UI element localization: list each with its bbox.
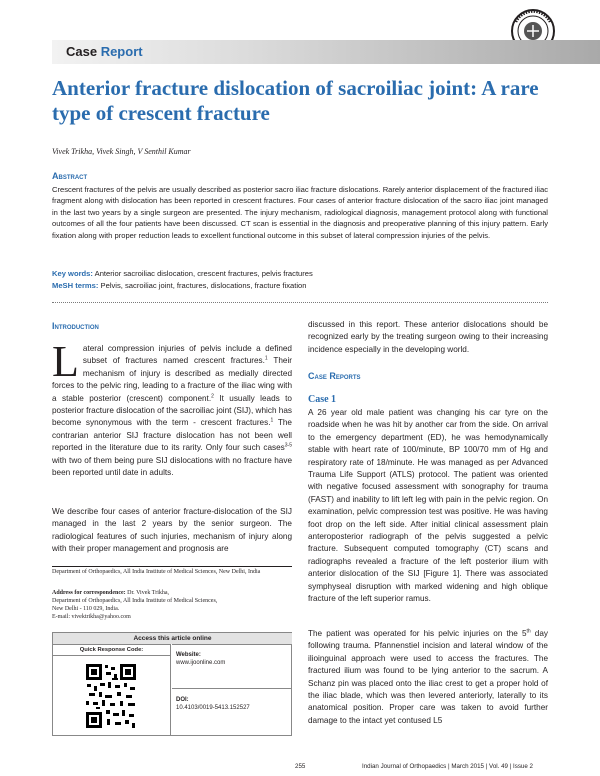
intro-continuation: discussed in this report. These anterior dislocations should be recognized early by the treating surgeon owing to their increasing incidence especially in the developing world. <box>308 320 548 354</box>
doi-link[interactable]: 10.4103/0019-5413.152527 <box>176 705 250 711</box>
case1-paragraph-1: A 26 year old male patient was changing his car tyre on the roadside when he was hit by another car from the side. On arrival to the emergency department (ED), he was hemodynamically stable with heart rate of 100/minute, BP 100/70 mm of Hg and respiratory rate of 18/minute. He was managed as per Advanced Trauma Life Support (ATLS) protocol. The patient was oriented with negative focused assessment with sonography for trauma (FAST) and inability to lift left leg with pain in the pelvic region. On examination, pelvic compression test was positive. He was having foot drop on the left side. After initial clinical assessment plain anteroposterior radiograph of the pelvis suggested a pelvic fracture. Subsequent computed tomography (CT) scans and radiographs revealed a fracture of the left posterior ilium with anterior dislocation of the SIJ [Figure 1]. There was associated symphyseal disruption with marked widening and high oblique fracture of the left superior ramus. <box>308 408 548 604</box>
article-title: Anterior fracture dislocation of sacroiliac joint: A rare type of crescent fracture <box>52 76 539 125</box>
intro-paragraph-2: We describe four cases of anterior fracture-dislocation of the SIJ managed in the last 2 years by the senior surgeon. The radiological features of such injuries, mechanism of injury along with their proper management and prognosis are <box>52 507 292 554</box>
case-reports-heading: Case Reports <box>308 371 361 381</box>
journal-footer: Indian Journal of Orthopaedics | March 2015 | Vol. 49 | Issue 2 <box>362 763 533 770</box>
website-link[interactable]: www.ijoonline.com <box>176 660 226 666</box>
authors: Vivek Trikha, Vivek Singh, V Senthil Kumar <box>52 147 191 156</box>
case1-paragraph-2: The patient was operated for his pelvic injuries on the 5th day following trauma. Pfannenstiel incision and lateral window of the ilioinguinal approach were used to access the fractures. The fractured ilium was found to be lying anterior to the sacrum. A Schanz pin was placed onto the iliac crest to get a proper hold of the iliac blade, which was then levered anteriorly, laterally to its anatomical position. Proper care was taken to avoid further damage to the intact yet contused L5 <box>308 628 548 725</box>
website-box: Website: www.ijoonline.com <box>172 644 292 689</box>
access-box <box>52 632 292 736</box>
abstract-heading: Abstract <box>52 171 88 181</box>
qr-label: Quick Response Code: <box>53 644 171 655</box>
correspondence: Address for correspondence: Dr. Vivek Trikha, Department of Orthopaedics, All India Institute of Medical Sciences, New Delhi - 110 029, India. E-mail: vivektrikha@yahoo.com <box>52 590 218 620</box>
doi-box: DOI: 10.4103/0019-5413.152527 <box>172 689 292 736</box>
qr-code-icon[interactable] <box>84 662 138 730</box>
qr-container <box>53 655 171 736</box>
abstract-text: Crescent fractures of the pelvis are usually described as posterior sacro iliac fracture dislocations. Rarely anterior displacement of the fractured iliac fragment along with dislocation has been reported in crescent fractures. Four cases of anterior fracture dislocation of the sacro iliac joint managed in the last two years by a single surgeon are presented. The injury mechanism, radiological diagnosis, management protocol along with functional outcomes of all the four patients have been discussed. CT scan is essential in the diagnosis and preoperative planning of this injury pattern. Early fixation along with proper reduction leads to excellent functional outcome in this subset of lateral compression injuries of the pelvis. <box>52 185 548 240</box>
introduction-heading: Introduction <box>52 321 99 331</box>
mesh-terms: MeSH terms: Pelvis, sacroiliac joint, fractures, dislocations, fracture fixation <box>52 281 307 290</box>
intro-paragraph-1: Lateral compression injuries of pelvis include a defined subset of fractures named crescent fractures.$^1$ Their mechanism of injury is described as medially directed forces to the pelvic ring, leading to a fracture of the iliac wing with a stable posterior (crescent) component.$^2$ It usually leads to posterior fracture dislocation of the sacroiliac joint (SIJ), which has become synonymous with the term - crescent fractures.$^1$ The contrarian anterior SIJ fracture dislocation has not been well reported in the literature due to its rarity. Only four such cases$^{3-5}$ with two of them being pure SIJ dislocations with no fracture have been reported until date in adults. <box>52 337 292 478</box>
case-report-banner <box>52 40 600 64</box>
keywords: Key words: Anterior sacroiliac dislocation, crescent fractures, pelvis fractures <box>52 269 313 278</box>
access-title: Access this article online <box>53 633 292 644</box>
section-divider <box>52 302 548 303</box>
footnote-rule <box>52 566 292 567</box>
dropcap: L <box>52 337 79 386</box>
affiliation: Department of Orthopaedics, All India Institute of Medical Sciences, New Delhi, India <box>52 569 261 575</box>
page-number: 255 <box>295 763 306 770</box>
case-report-label: Case Report <box>66 44 143 59</box>
case1-heading: Case 1 <box>308 394 337 405</box>
